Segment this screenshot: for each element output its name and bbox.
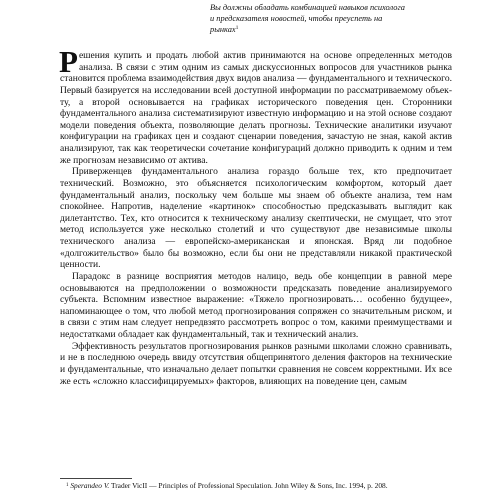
paragraph-1-text: ешения купить и продать любой актив принимаются на основе определенных методов анализа. В связи с этим одним из самых дискуссионных вопросов для участников рынка становится проблема взаимодействия двух видов анализа — фундаментального и технического. Первый базируется на исследовании всей доступной информации по рассматриваемому объекту, а второй основывается на графиках исторического поведения цен. Сторонники фундаментального анализа систематизируют известную информацию и на этой основе создают модели поведения объекта, позволяющие делать прогнозы. Технические аналитики изучают конфигурации на графиках цен и создают сценарии поведения, зачастую не зная, какой актив анализируют, так как теоретически сочетание конфигураций должно приводить к одним и тем же прогнозам независимо от актива. bbox=[60, 50, 452, 166]
epigraph-text: Вы должны обладать комбинацией навыков психолога и предсказателя новостей, чтобы преуспеть на рынках bbox=[210, 3, 405, 34]
paragraph-2: Приверженцев фундаментального анализа гораздо больше тех, кто предпочитает технический. Возможно, это объясняется психологическим комфортом, который дает фундаментальный анализ, поскольку чем больше мы знаем об объекте анализа, тем нам спокойнее. Напротив, наделение «картинок» способностью предсказывать выглядит как дилетантство. Тех, кто относится к техническому анализу скептически, не смущает, что этот метод используется уже несколько столетий и что существуют две независимые школы технического анализа — европейско-американская и японская. Вряд ли подобное «долгожительство» было бы возможно, если бы они не представляли никакой практической ценности. bbox=[60, 166, 452, 271]
footnote-author: Sperandeo V. bbox=[70, 481, 110, 490]
footnote-text: Trader VicII — Principles of Professional Speculation. John Wiley & Sons, Inc. 1994, p. 208. bbox=[109, 481, 388, 490]
body-text bbox=[59, 44, 452, 387]
drop-cap: Р bbox=[59, 44, 78, 79]
paragraph-4: Эффективность результатов прогнозирования рынков разными школами сложно сравнивать, и не в последнюю очередь ввиду отсутствия общепринятого деления факторов на технические и фундаментальные, что изначально делает попытки сравнения не совсем корректными. Их все же есть «сложно классифицируемых» факторов, влияющих на поведение цен, самым bbox=[60, 340, 452, 387]
paragraph-1 bbox=[59, 44, 452, 166]
footnote-divider bbox=[60, 478, 132, 479]
footnote bbox=[66, 481, 450, 490]
book-page bbox=[60, 0, 452, 500]
paragraph-3: Парадокс в разнице восприятия методов налицо, ведь обе концепции в равной мере основываются на предположении о возможности предсказать поведение анализируемого субъекта. Вспомним известное выражение: «Тяжело прогнозировать… особенно будущее», напоминающее о том, что любой метод прогнозирования сопряжен со значительным риском, и в связи с этим нам следует непредвзято рассмотреть вопрос о том, какими преимуществами и недостатками обладает как фундаментальный, так и технический анализ. bbox=[60, 270, 452, 340]
epigraph-footnote-ref: 1 bbox=[235, 24, 239, 31]
epigraph bbox=[210, 3, 410, 35]
footnote-number: 1 bbox=[66, 483, 69, 488]
